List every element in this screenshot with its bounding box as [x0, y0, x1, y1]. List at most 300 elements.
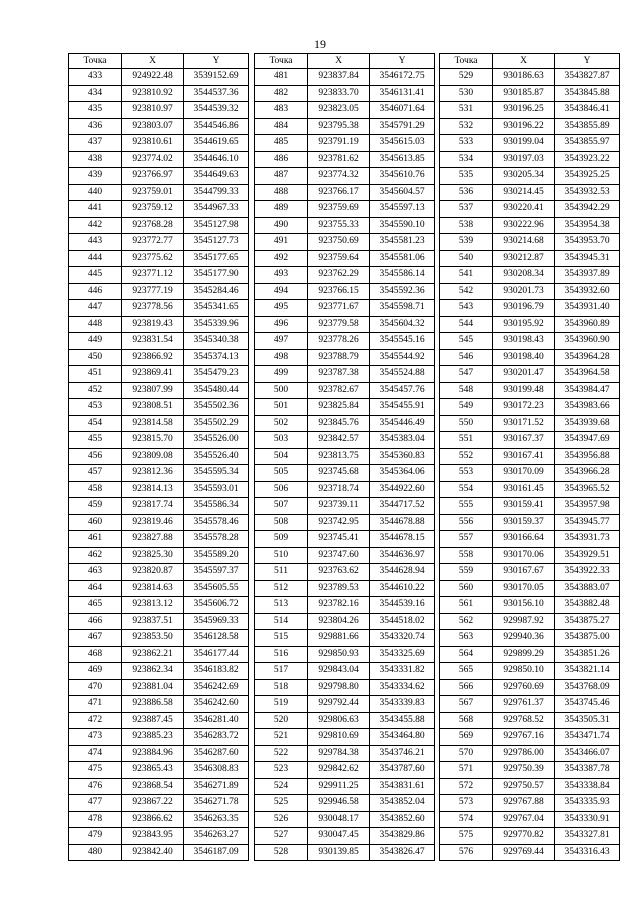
point-number-cell: 434 — [69, 85, 122, 102]
point-number-cell: 438 — [69, 151, 122, 168]
table-row — [255, 745, 435, 762]
x-coordinate-cell: 929767.88 — [493, 795, 555, 812]
y-coordinate-cell: 3545339.96 — [184, 316, 249, 333]
y-coordinate-cell: 3545446.49 — [370, 415, 435, 432]
table-header-row — [69, 54, 249, 69]
table-row — [255, 580, 435, 597]
table-row — [255, 118, 435, 135]
y-coordinate-cell: 3545581.23 — [370, 234, 435, 251]
point-number-cell: 496 — [255, 316, 308, 333]
point-number-cell: 506 — [255, 481, 308, 498]
y-coordinate-cell: 3545615.03 — [370, 135, 435, 152]
x-coordinate-cell: 923777.19 — [122, 283, 184, 300]
y-coordinate-cell: 3543330.91 — [555, 811, 620, 828]
table-row — [255, 828, 435, 845]
x-coordinate-cell: 923884.96 — [122, 745, 184, 762]
y-coordinate-cell: 3546308.83 — [184, 762, 249, 779]
y-coordinate-cell: 3546263.35 — [184, 811, 249, 828]
y-coordinate-cell: 3546071.64 — [370, 102, 435, 119]
table-row — [255, 712, 435, 729]
x-coordinate-cell: 923865.43 — [122, 762, 184, 779]
x-coordinate-cell: 923833.70 — [308, 85, 370, 102]
header-x: X — [122, 54, 184, 69]
x-coordinate-cell: 923827.88 — [122, 531, 184, 548]
table-row — [440, 481, 620, 498]
point-number-cell: 565 — [440, 663, 493, 680]
point-number-cell: 482 — [255, 85, 308, 102]
table-row — [255, 729, 435, 746]
y-coordinate-cell: 3543956.88 — [555, 448, 620, 465]
table-row — [440, 300, 620, 317]
point-number-cell: 452 — [69, 382, 122, 399]
y-coordinate-cell: 3545526.40 — [184, 448, 249, 465]
table-row — [69, 514, 249, 531]
x-coordinate-cell: 929881.66 — [308, 630, 370, 647]
table-row — [440, 778, 620, 795]
y-coordinate-cell: 3543745.46 — [555, 696, 620, 713]
y-coordinate-cell: 3544922.60 — [370, 481, 435, 498]
coordinates-table-2 — [254, 53, 435, 861]
y-coordinate-cell: 3543954.38 — [555, 217, 620, 234]
point-number-cell: 483 — [255, 102, 308, 119]
y-coordinate-cell: 3543845.88 — [555, 85, 620, 102]
table-row — [255, 366, 435, 383]
table-row — [255, 382, 435, 399]
x-coordinate-cell: 923812.36 — [122, 465, 184, 482]
y-coordinate-cell: 3543466.07 — [555, 745, 620, 762]
table-row — [69, 762, 249, 779]
y-coordinate-cell: 3546281.40 — [184, 712, 249, 729]
point-number-cell: 575 — [440, 828, 493, 845]
table-row — [440, 333, 620, 350]
table-row — [440, 349, 620, 366]
table-row — [440, 795, 620, 812]
point-number-cell: 500 — [255, 382, 308, 399]
point-number-cell: 442 — [69, 217, 122, 234]
table-row — [440, 316, 620, 333]
table-row — [440, 85, 620, 102]
table-row — [440, 415, 620, 432]
x-coordinate-cell: 923810.97 — [122, 102, 184, 119]
table-row — [440, 646, 620, 663]
table-row — [255, 564, 435, 581]
point-number-cell: 492 — [255, 250, 308, 267]
x-coordinate-cell: 923808.51 — [122, 399, 184, 416]
point-number-cell: 455 — [69, 432, 122, 449]
point-number-cell: 443 — [69, 234, 122, 251]
y-coordinate-cell: 3543787.60 — [370, 762, 435, 779]
y-coordinate-cell: 3544619.65 — [184, 135, 249, 152]
point-number-cell: 561 — [440, 597, 493, 614]
table-row — [69, 382, 249, 399]
point-number-cell: 449 — [69, 333, 122, 350]
x-coordinate-cell: 923778.56 — [122, 300, 184, 317]
point-number-cell: 493 — [255, 267, 308, 284]
x-coordinate-cell: 923815.70 — [122, 432, 184, 449]
y-coordinate-cell: 3546283.72 — [184, 729, 249, 746]
y-coordinate-cell: 3543937.89 — [555, 267, 620, 284]
point-number-cell: 499 — [255, 366, 308, 383]
y-coordinate-cell: 3545502.36 — [184, 399, 249, 416]
y-coordinate-cell: 3544646.10 — [184, 151, 249, 168]
point-number-cell: 459 — [69, 498, 122, 515]
y-coordinate-cell: 3543852.04 — [370, 795, 435, 812]
x-coordinate-cell: 923814.13 — [122, 481, 184, 498]
table-row — [255, 663, 435, 680]
x-coordinate-cell: 930201.73 — [493, 283, 555, 300]
table-row — [440, 234, 620, 251]
point-number-cell: 454 — [69, 415, 122, 432]
point-number-cell: 517 — [255, 663, 308, 680]
table-row — [69, 250, 249, 267]
point-number-cell: 544 — [440, 316, 493, 333]
point-number-cell: 490 — [255, 217, 308, 234]
x-coordinate-cell: 929806.63 — [308, 712, 370, 729]
table-row — [255, 498, 435, 515]
point-number-cell: 566 — [440, 679, 493, 696]
header-y: Y — [184, 54, 249, 69]
y-coordinate-cell: 3543939.68 — [555, 415, 620, 432]
y-coordinate-cell: 3543965.52 — [555, 481, 620, 498]
y-coordinate-cell: 3545586.14 — [370, 267, 435, 284]
table-row — [69, 778, 249, 795]
y-coordinate-cell: 3545524.88 — [370, 366, 435, 383]
point-number-cell: 504 — [255, 448, 308, 465]
y-coordinate-cell: 3544717.52 — [370, 498, 435, 515]
point-number-cell: 441 — [69, 201, 122, 218]
x-coordinate-cell: 923739.11 — [308, 498, 370, 515]
x-coordinate-cell: 929987.92 — [493, 613, 555, 630]
x-coordinate-cell: 929786.00 — [493, 745, 555, 762]
x-coordinate-cell: 930199.48 — [493, 382, 555, 399]
point-number-cell: 469 — [69, 663, 122, 680]
y-coordinate-cell: 3543966.28 — [555, 465, 620, 482]
y-coordinate-cell: 3545578.46 — [184, 514, 249, 531]
point-number-cell: 541 — [440, 267, 493, 284]
y-coordinate-cell: 3543957.98 — [555, 498, 620, 515]
point-number-cell: 477 — [69, 795, 122, 812]
y-coordinate-cell: 3543826.47 — [370, 844, 435, 861]
y-coordinate-cell: 3543922.33 — [555, 564, 620, 581]
y-coordinate-cell: 3545595.34 — [184, 465, 249, 482]
y-coordinate-cell: 3545545.16 — [370, 333, 435, 350]
x-coordinate-cell: 929810.69 — [308, 729, 370, 746]
table-row — [440, 135, 620, 152]
table-row — [440, 514, 620, 531]
point-number-cell: 456 — [69, 448, 122, 465]
x-coordinate-cell: 930220.41 — [493, 201, 555, 218]
point-number-cell: 448 — [69, 316, 122, 333]
y-coordinate-cell: 3544967.33 — [184, 201, 249, 218]
x-coordinate-cell: 923771.12 — [122, 267, 184, 284]
x-coordinate-cell: 923789.53 — [308, 580, 370, 597]
table-row — [440, 811, 620, 828]
y-coordinate-cell: 3544636.97 — [370, 547, 435, 564]
point-number-cell: 510 — [255, 547, 308, 564]
table-row — [440, 712, 620, 729]
x-coordinate-cell: 930186.63 — [493, 69, 555, 86]
y-coordinate-cell: 3545127.98 — [184, 217, 249, 234]
y-coordinate-cell: 3545606.72 — [184, 597, 249, 614]
point-number-cell: 457 — [69, 465, 122, 482]
table-row — [255, 234, 435, 251]
y-coordinate-cell: 3544799.33 — [184, 184, 249, 201]
y-coordinate-cell: 3546183.82 — [184, 663, 249, 680]
y-coordinate-cell: 3545605.55 — [184, 580, 249, 597]
y-coordinate-cell: 3544610.22 — [370, 580, 435, 597]
table-row — [440, 102, 620, 119]
point-number-cell: 507 — [255, 498, 308, 515]
x-coordinate-cell: 929761.37 — [493, 696, 555, 713]
point-number-cell: 437 — [69, 135, 122, 152]
table-row — [255, 85, 435, 102]
y-coordinate-cell: 3543387.78 — [555, 762, 620, 779]
point-number-cell: 470 — [69, 679, 122, 696]
x-coordinate-cell: 930197.03 — [493, 151, 555, 168]
point-number-cell: 535 — [440, 168, 493, 185]
point-number-cell: 468 — [69, 646, 122, 663]
y-coordinate-cell: 3543746.21 — [370, 745, 435, 762]
table-row — [255, 69, 435, 86]
y-coordinate-cell: 3543960.90 — [555, 333, 620, 350]
x-coordinate-cell: 930139.85 — [308, 844, 370, 861]
x-coordinate-cell: 923886.58 — [122, 696, 184, 713]
point-number-cell: 473 — [69, 729, 122, 746]
table-row — [69, 448, 249, 465]
x-coordinate-cell: 923747.60 — [308, 547, 370, 564]
table-row — [255, 432, 435, 449]
y-coordinate-cell: 3545177.90 — [184, 267, 249, 284]
x-coordinate-cell: 929750.57 — [493, 778, 555, 795]
x-coordinate-cell: 924922.48 — [122, 69, 184, 86]
table-row — [255, 250, 435, 267]
point-number-cell: 559 — [440, 564, 493, 581]
table-row — [440, 283, 620, 300]
x-coordinate-cell: 923803.07 — [122, 118, 184, 135]
x-coordinate-cell: 923759.64 — [308, 250, 370, 267]
table-row — [69, 498, 249, 515]
table-row — [440, 69, 620, 86]
table-row — [255, 531, 435, 548]
x-coordinate-cell: 923820.87 — [122, 564, 184, 581]
point-number-cell: 520 — [255, 712, 308, 729]
x-coordinate-cell: 923869.41 — [122, 366, 184, 383]
coordinates-table-3 — [439, 53, 620, 861]
x-coordinate-cell: 930201.47 — [493, 366, 555, 383]
x-coordinate-cell: 923809.08 — [122, 448, 184, 465]
point-number-cell: 487 — [255, 168, 308, 185]
x-coordinate-cell: 929850.93 — [308, 646, 370, 663]
point-number-cell: 497 — [255, 333, 308, 350]
y-coordinate-cell: 3545791.29 — [370, 118, 435, 135]
y-coordinate-cell: 3543827.87 — [555, 69, 620, 86]
y-coordinate-cell: 3545613.85 — [370, 151, 435, 168]
point-number-cell: 486 — [255, 151, 308, 168]
y-coordinate-cell: 3545581.06 — [370, 250, 435, 267]
table-row — [440, 679, 620, 696]
x-coordinate-cell: 930167.67 — [493, 564, 555, 581]
x-coordinate-cell: 923768.28 — [122, 217, 184, 234]
point-number-cell: 453 — [69, 399, 122, 416]
x-coordinate-cell: 923804.26 — [308, 613, 370, 630]
x-coordinate-cell: 929899.29 — [493, 646, 555, 663]
point-number-cell: 564 — [440, 646, 493, 663]
x-coordinate-cell: 930196.25 — [493, 102, 555, 119]
point-number-cell: 503 — [255, 432, 308, 449]
y-coordinate-cell: 3543964.28 — [555, 349, 620, 366]
table-row — [69, 828, 249, 845]
point-number-cell: 481 — [255, 69, 308, 86]
x-coordinate-cell: 929946.58 — [308, 795, 370, 812]
point-number-cell: 526 — [255, 811, 308, 828]
y-coordinate-cell: 3543464.80 — [370, 729, 435, 746]
point-number-cell: 489 — [255, 201, 308, 218]
table-row — [440, 382, 620, 399]
table-row — [255, 151, 435, 168]
y-coordinate-cell: 3543455.88 — [370, 712, 435, 729]
y-coordinate-cell: 3544539.16 — [370, 597, 435, 614]
x-coordinate-cell: 929850.10 — [493, 663, 555, 680]
x-coordinate-cell: 930214.45 — [493, 184, 555, 201]
point-number-cell: 540 — [440, 250, 493, 267]
point-number-cell: 542 — [440, 283, 493, 300]
point-number-cell: 532 — [440, 118, 493, 135]
point-number-cell: 572 — [440, 778, 493, 795]
point-number-cell: 471 — [69, 696, 122, 713]
y-coordinate-cell: 3545457.76 — [370, 382, 435, 399]
table-row — [69, 465, 249, 482]
y-coordinate-cell: 3546187.09 — [184, 844, 249, 861]
point-number-cell: 525 — [255, 795, 308, 812]
point-number-cell: 523 — [255, 762, 308, 779]
table-row — [69, 795, 249, 812]
table-row — [255, 465, 435, 482]
table-row — [69, 184, 249, 201]
table-row — [440, 399, 620, 416]
point-number-cell: 555 — [440, 498, 493, 515]
x-coordinate-cell: 923759.01 — [122, 184, 184, 201]
point-number-cell: 536 — [440, 184, 493, 201]
point-number-cell: 550 — [440, 415, 493, 432]
table-row — [255, 811, 435, 828]
y-coordinate-cell: 3545127.73 — [184, 234, 249, 251]
page-number: 19 — [314, 37, 326, 51]
point-number-cell: 547 — [440, 366, 493, 383]
table-row — [69, 217, 249, 234]
x-coordinate-cell: 923791.19 — [308, 135, 370, 152]
x-coordinate-cell: 923862.34 — [122, 663, 184, 680]
y-coordinate-cell: 3543923.22 — [555, 151, 620, 168]
point-number-cell: 576 — [440, 844, 493, 861]
y-coordinate-cell: 3545526.00 — [184, 432, 249, 449]
point-number-cell: 516 — [255, 646, 308, 663]
x-coordinate-cell: 923881.04 — [122, 679, 184, 696]
y-coordinate-cell: 3544678.15 — [370, 531, 435, 548]
x-coordinate-cell: 923866.92 — [122, 349, 184, 366]
x-coordinate-cell: 923745.41 — [308, 531, 370, 548]
y-coordinate-cell: 3543945.31 — [555, 250, 620, 267]
point-number-cell: 446 — [69, 283, 122, 300]
x-coordinate-cell: 923779.58 — [308, 316, 370, 333]
table-row — [69, 283, 249, 300]
x-coordinate-cell: 929911.25 — [308, 778, 370, 795]
y-coordinate-cell: 3543334.62 — [370, 679, 435, 696]
x-coordinate-cell: 930185.87 — [493, 85, 555, 102]
y-coordinate-cell: 3543882.48 — [555, 597, 620, 614]
point-number-cell: 522 — [255, 745, 308, 762]
y-coordinate-cell: 3545969.33 — [184, 613, 249, 630]
table-row — [440, 118, 620, 135]
x-coordinate-cell: 930198.40 — [493, 349, 555, 366]
x-coordinate-cell: 930199.04 — [493, 135, 555, 152]
point-number-cell: 439 — [69, 168, 122, 185]
table-row — [255, 448, 435, 465]
y-coordinate-cell: 3545340.38 — [184, 333, 249, 350]
y-coordinate-cell: 3545544.92 — [370, 349, 435, 366]
y-coordinate-cell: 3543846.41 — [555, 102, 620, 119]
x-coordinate-cell: 923819.46 — [122, 514, 184, 531]
x-coordinate-cell: 929940.36 — [493, 630, 555, 647]
y-coordinate-cell: 3543339.83 — [370, 696, 435, 713]
point-number-cell: 475 — [69, 762, 122, 779]
table-row — [69, 844, 249, 861]
y-coordinate-cell: 3543331.82 — [370, 663, 435, 680]
x-coordinate-cell: 923771.67 — [308, 300, 370, 317]
x-coordinate-cell: 930048.17 — [308, 811, 370, 828]
table-row — [440, 184, 620, 201]
table-row — [69, 415, 249, 432]
y-coordinate-cell: 3543320.74 — [370, 630, 435, 647]
point-number-cell: 548 — [440, 382, 493, 399]
header-point: Точка — [255, 54, 308, 69]
x-coordinate-cell: 930170.06 — [493, 547, 555, 564]
y-coordinate-cell: 3543883.07 — [555, 580, 620, 597]
point-number-cell: 467 — [69, 630, 122, 647]
y-coordinate-cell: 3543471.74 — [555, 729, 620, 746]
table-row — [255, 316, 435, 333]
table-row — [255, 778, 435, 795]
point-number-cell: 461 — [69, 531, 122, 548]
x-coordinate-cell: 930214.68 — [493, 234, 555, 251]
x-coordinate-cell: 923766.15 — [308, 283, 370, 300]
x-coordinate-cell: 923742.95 — [308, 514, 370, 531]
x-coordinate-cell: 930198.43 — [493, 333, 555, 350]
y-coordinate-cell: 3545589.20 — [184, 547, 249, 564]
x-coordinate-cell: 923788.79 — [308, 349, 370, 366]
x-coordinate-cell: 923759.69 — [308, 201, 370, 218]
x-coordinate-cell: 930212.87 — [493, 250, 555, 267]
point-number-cell: 472 — [69, 712, 122, 729]
x-coordinate-cell: 929842.62 — [308, 762, 370, 779]
x-coordinate-cell: 923868.54 — [122, 778, 184, 795]
point-number-cell: 545 — [440, 333, 493, 350]
table-row — [255, 217, 435, 234]
y-coordinate-cell: 3544546.86 — [184, 118, 249, 135]
y-coordinate-cell: 3545284.46 — [184, 283, 249, 300]
y-coordinate-cell: 3545592.36 — [370, 283, 435, 300]
x-coordinate-cell: 930196.22 — [493, 118, 555, 135]
header-point: Точка — [69, 54, 122, 69]
x-coordinate-cell: 930167.41 — [493, 448, 555, 465]
x-coordinate-cell: 923814.63 — [122, 580, 184, 597]
y-coordinate-cell: 3543829.86 — [370, 828, 435, 845]
table-row — [440, 250, 620, 267]
table-row — [255, 646, 435, 663]
point-number-cell: 440 — [69, 184, 122, 201]
x-coordinate-cell: 923763.62 — [308, 564, 370, 581]
table-row — [69, 630, 249, 647]
y-coordinate-cell: 3543932.60 — [555, 283, 620, 300]
